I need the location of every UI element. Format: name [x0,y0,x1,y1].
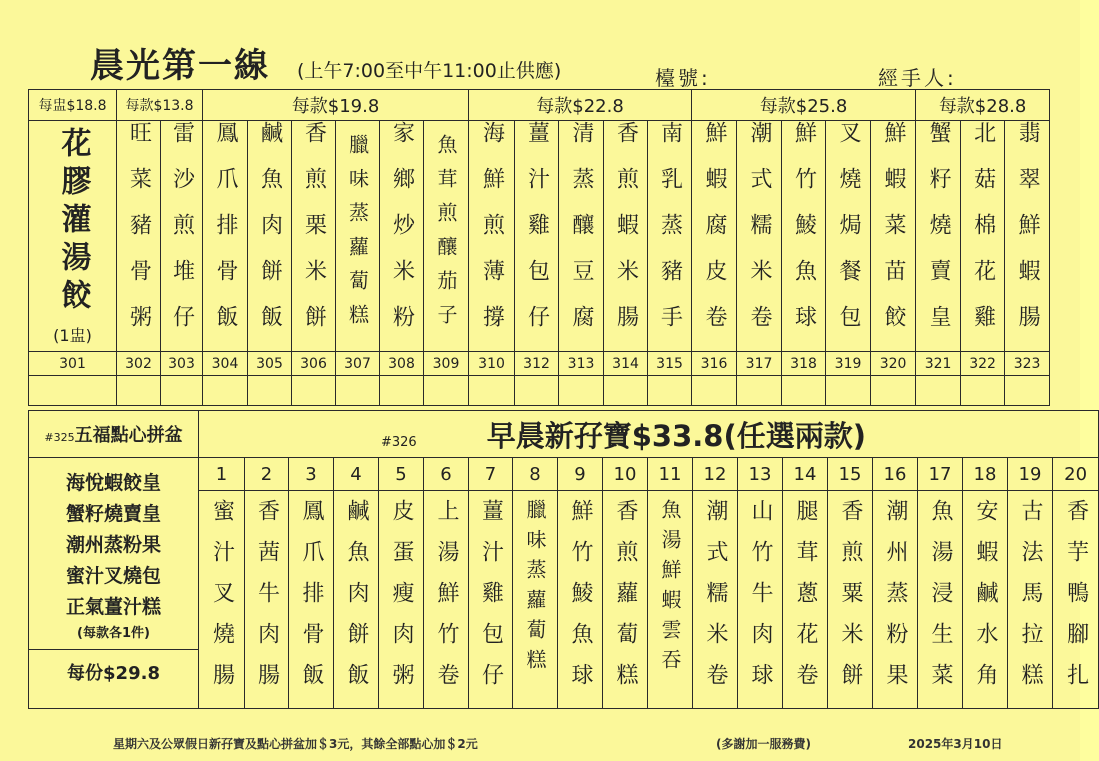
menu-item-cell[interactable] [782,121,826,352]
special-item-name: 花膠灌湯餃 [55,126,91,317]
menu-item-name: 南乳蒸豬手 [657,121,683,351]
order-entry-cell[interactable] [203,376,248,406]
set-item-number[interactable]: 13 [738,458,783,491]
platter-item: 正氣薑汁糕 [65,596,161,618]
set-item-cell[interactable] [648,491,693,709]
item-code: 314 [604,352,648,376]
set-item-cell[interactable] [873,491,918,709]
set-item-number[interactable]: 10 [603,458,648,491]
item-code: 319 [826,352,871,376]
item-names-row [29,121,1050,352]
item-code: 304 [203,352,248,376]
menu-item-name: 雷沙煎堆仔 [169,121,195,351]
set-header-row [29,411,1099,458]
order-entry-cell[interactable] [336,376,380,406]
menu-item-cell[interactable] [604,121,648,352]
set-item-number[interactable]: 1 [199,458,245,491]
order-entry-cell[interactable] [1005,376,1050,406]
menu-item-cell[interactable] [161,121,203,352]
menu-item-name: 鹹魚肉餅飯 [257,121,283,351]
set-item-name: 上湯鮮竹卷 [434,499,459,704]
item-code: 307 [336,352,380,376]
set-item-name: 腿茸蔥花卷 [793,499,818,704]
set-item-name: 魚湯鮮蝦雲吞 [658,499,682,679]
set-item-name: 安蝦鹹水角 [973,499,998,704]
set-item-name: 鳳爪排骨飯 [299,499,324,704]
menu-item-cell[interactable] [203,121,248,352]
set-item-name: 皮蛋瘦肉粥 [389,499,414,704]
set-item-name: 臘味蒸蘿蔔糕 [523,499,547,679]
set-item-name: 香煎粟米餅 [838,499,863,704]
price-header: 每款$25.8 [692,90,916,121]
order-entry-cell[interactable] [782,376,826,406]
order-entry-cell[interactable] [292,376,336,406]
set-item-cell[interactable] [558,491,603,709]
menu-item-cell[interactable] [336,121,380,352]
menu-item-name: 潮式糯米卷 [747,121,773,351]
item-code: 322 [961,352,1005,376]
item-code: 302 [117,352,161,376]
set-item-number[interactable]: 9 [558,458,603,491]
set-number-row [29,458,1099,491]
menu-item-name: 臘味蒸蘿蔔糕 [345,134,370,338]
bottom-menu-table [28,410,1099,709]
set-item-name: 香煎蘿蔔糕 [613,499,638,704]
set-item-cell[interactable] [245,491,289,709]
menu-date: 2025年3月10日 [908,737,1003,751]
platter-note: (每款各1件) [77,626,150,641]
item-code: 323 [1005,352,1050,376]
menu-item-name: 鮮蝦腐皮卷 [702,121,728,351]
set-item-cell[interactable] [289,491,334,709]
item-code: 315 [648,352,692,376]
price-header: 每款$22.8 [469,90,692,121]
set-item-name: 薑汁雞包仔 [478,499,504,704]
item-code: 305 [248,352,292,376]
platter-header[interactable] [29,411,199,458]
menu-item-name: 清蒸釀豆腐 [569,121,595,351]
surcharge-note: 星期六及公眾假日新孖寶及點心拼盆加＄3元，其餘全部點心加＄2元 [113,737,478,751]
item-code: 309 [424,352,469,376]
menu-item-cell[interactable] [117,121,161,352]
order-entry-cell[interactable] [248,376,292,406]
item-code: 321 [916,352,961,376]
set-item-number[interactable]: 20 [1053,458,1099,491]
set-item-name: 鮮竹鯪魚球 [568,499,593,704]
order-entry-cell[interactable] [648,376,692,406]
menu-item-name: 鮮竹鯪魚球 [791,121,817,351]
page-title: 晨光第一線 [90,46,270,86]
set-item-number[interactable]: 8 [513,458,558,491]
set-item-name: 香茜牛肉腸 [254,499,280,704]
item-code: 316 [692,352,737,376]
item-code: 310 [469,352,515,376]
menu-item-cell[interactable] [292,121,336,352]
price-header-row [29,90,1050,121]
set-item-cell[interactable] [963,491,1008,709]
menu-item-name: 鳳爪排骨飯 [213,121,238,351]
order-entry-cell[interactable] [692,376,737,406]
order-entry-cell[interactable] [117,376,161,406]
menu-item-cell[interactable] [826,121,871,352]
price-header: 每盅$18.8 [29,90,117,121]
set-item-cell[interactable] [513,491,558,709]
set-item-number[interactable]: 3 [289,458,334,491]
menu-item-cell[interactable] [424,121,469,352]
special-item-cell[interactable] [29,121,117,352]
set-item-cell[interactable] [334,491,379,709]
header [0,38,1080,90]
set-item-number[interactable]: 6 [424,458,469,491]
order-entry-cell[interactable] [871,376,916,406]
item-code: 318 [782,352,826,376]
menu-item-cell[interactable] [248,121,292,352]
set-item-number[interactable]: 18 [963,458,1008,491]
set-item-number[interactable]: 15 [828,458,873,491]
set-item-number[interactable]: 11 [648,458,693,491]
order-entry-cell[interactable] [161,376,203,406]
order-entry-cell[interactable] [826,376,871,406]
set-item-cell[interactable] [828,491,873,709]
item-codes-row [29,352,1050,376]
platter-item: 海悅蝦餃皇 [65,472,161,494]
set-item-cell[interactable] [738,491,783,709]
item-code: 313 [559,352,604,376]
item-code: 308 [380,352,424,376]
set-item-cell[interactable] [783,491,828,709]
order-entry-cell[interactable] [961,376,1005,406]
set-item-number[interactable]: 2 [245,458,289,491]
menu-item-cell[interactable] [737,121,782,352]
set-item-number[interactable]: 4 [334,458,379,491]
menu-item-name: 薑汁雞包仔 [524,121,550,351]
set-item-name: 潮式糯米卷 [703,499,728,704]
menu-item-name: 蟹籽燒賣皇 [926,121,952,351]
order-entry-cell[interactable] [380,376,424,406]
item-code: 301 [29,352,117,376]
order-entry-cell[interactable] [737,376,782,406]
order-entry-cell[interactable] [604,376,648,406]
item-code: 303 [161,352,203,376]
menu-item-name: 家鄉炒米粉 [389,121,415,351]
set-item-name: 香芋鴨腳扎 [1063,499,1089,704]
set-title: 早晨新孖寶$33.8(任選兩款) [486,418,866,453]
item-code: 317 [737,352,782,376]
top-menu-table [28,89,1050,406]
platter-price: 每份$29.8 [29,649,198,689]
set-item-number[interactable]: 5 [379,458,424,491]
set-item-cell[interactable] [1053,491,1099,709]
platter-item: 蜜汁叉燒包 [65,565,161,587]
menu-item-name: 香煎蝦米腸 [613,121,639,351]
set-item-name: 潮州蒸粉果 [883,499,908,704]
order-entry-cell[interactable] [424,376,469,406]
set-header[interactable] [199,411,1099,458]
handler-label: 經手人: [878,66,957,90]
set-item-number[interactable]: 7 [469,458,513,491]
menu-item-cell[interactable] [916,121,961,352]
menu-item-name: 海鮮煎薄撐 [479,121,505,351]
menu-item-name: 魚茸煎釀茄子 [434,134,459,338]
set-item-number[interactable]: 19 [1008,458,1053,491]
service-charge-note: (多謝加一服務費) [716,737,811,751]
item-code: 320 [871,352,916,376]
table-number-label: 檯號: [655,66,711,90]
set-item-cell[interactable] [1008,491,1053,709]
order-entry-cell[interactable] [29,376,117,406]
menu-item-cell[interactable] [692,121,737,352]
set-item-number[interactable]: 17 [918,458,963,491]
set-item-cell[interactable] [469,491,513,709]
menu-item-name: 叉燒焗餐包 [836,121,862,351]
set-item-cell[interactable] [424,491,469,709]
menu-item-name: 旺菜豬骨粥 [126,121,152,351]
platter-item: 蟹籽燒賣皇 [65,503,161,525]
set-item-name: 鹹魚肉餅飯 [344,499,369,704]
order-entry-row [29,376,1050,406]
menu-item-cell[interactable] [648,121,692,352]
menu-item-name: 北菇棉花雞 [970,121,996,351]
order-entry-cell[interactable] [559,376,604,406]
price-header: 每款$28.8 [916,90,1050,121]
menu-item-cell[interactable] [871,121,916,352]
price-header: 每款$19.8 [203,90,469,121]
platter-contents [29,458,199,709]
item-code: 306 [292,352,336,376]
set-item-number[interactable]: 12 [693,458,738,491]
service-hours: (上午7:00至中午11:00止供應) [297,60,562,82]
set-item-name: 魚湯浸生菜 [928,499,953,704]
menu-item-cell[interactable] [515,121,559,352]
set-item-cell[interactable] [918,491,963,709]
menu-item-name: 翡翠鮮蝦腸 [1015,121,1041,351]
menu-item-name: 香煎栗米餅 [301,121,327,351]
platter-name: 五福點心拼盆 [74,425,183,446]
set-item-cell[interactable] [199,491,245,709]
platter-code: #325 [44,431,75,444]
set-item-cell[interactable] [603,491,648,709]
platter-item: 潮州蒸粉果 [65,534,161,556]
order-entry-cell[interactable] [469,376,515,406]
special-item-note: (1盅) [53,325,92,345]
menu-item-cell[interactable] [961,121,1005,352]
price-header: 每款$13.8 [117,90,203,121]
set-item-number[interactable]: 14 [783,458,828,491]
set-code: #326 [381,434,417,450]
order-entry-cell[interactable] [515,376,559,406]
menu-item-name: 鮮蝦菜苗餃 [881,121,907,351]
set-item-cell[interactable] [693,491,738,709]
set-item-cell[interactable] [379,491,424,709]
set-item-number[interactable]: 16 [873,458,918,491]
item-code: 312 [515,352,559,376]
set-item-name: 山竹牛肉球 [748,499,773,704]
menu-item-cell[interactable] [380,121,424,352]
menu-item-cell[interactable] [559,121,604,352]
order-entry-cell[interactable] [916,376,961,406]
menu-item-cell[interactable] [469,121,515,352]
set-item-name: 蜜汁叉燒腸 [209,499,235,704]
menu-item-cell[interactable] [1005,121,1050,352]
set-item-name: 古法馬拉糕 [1018,499,1043,704]
